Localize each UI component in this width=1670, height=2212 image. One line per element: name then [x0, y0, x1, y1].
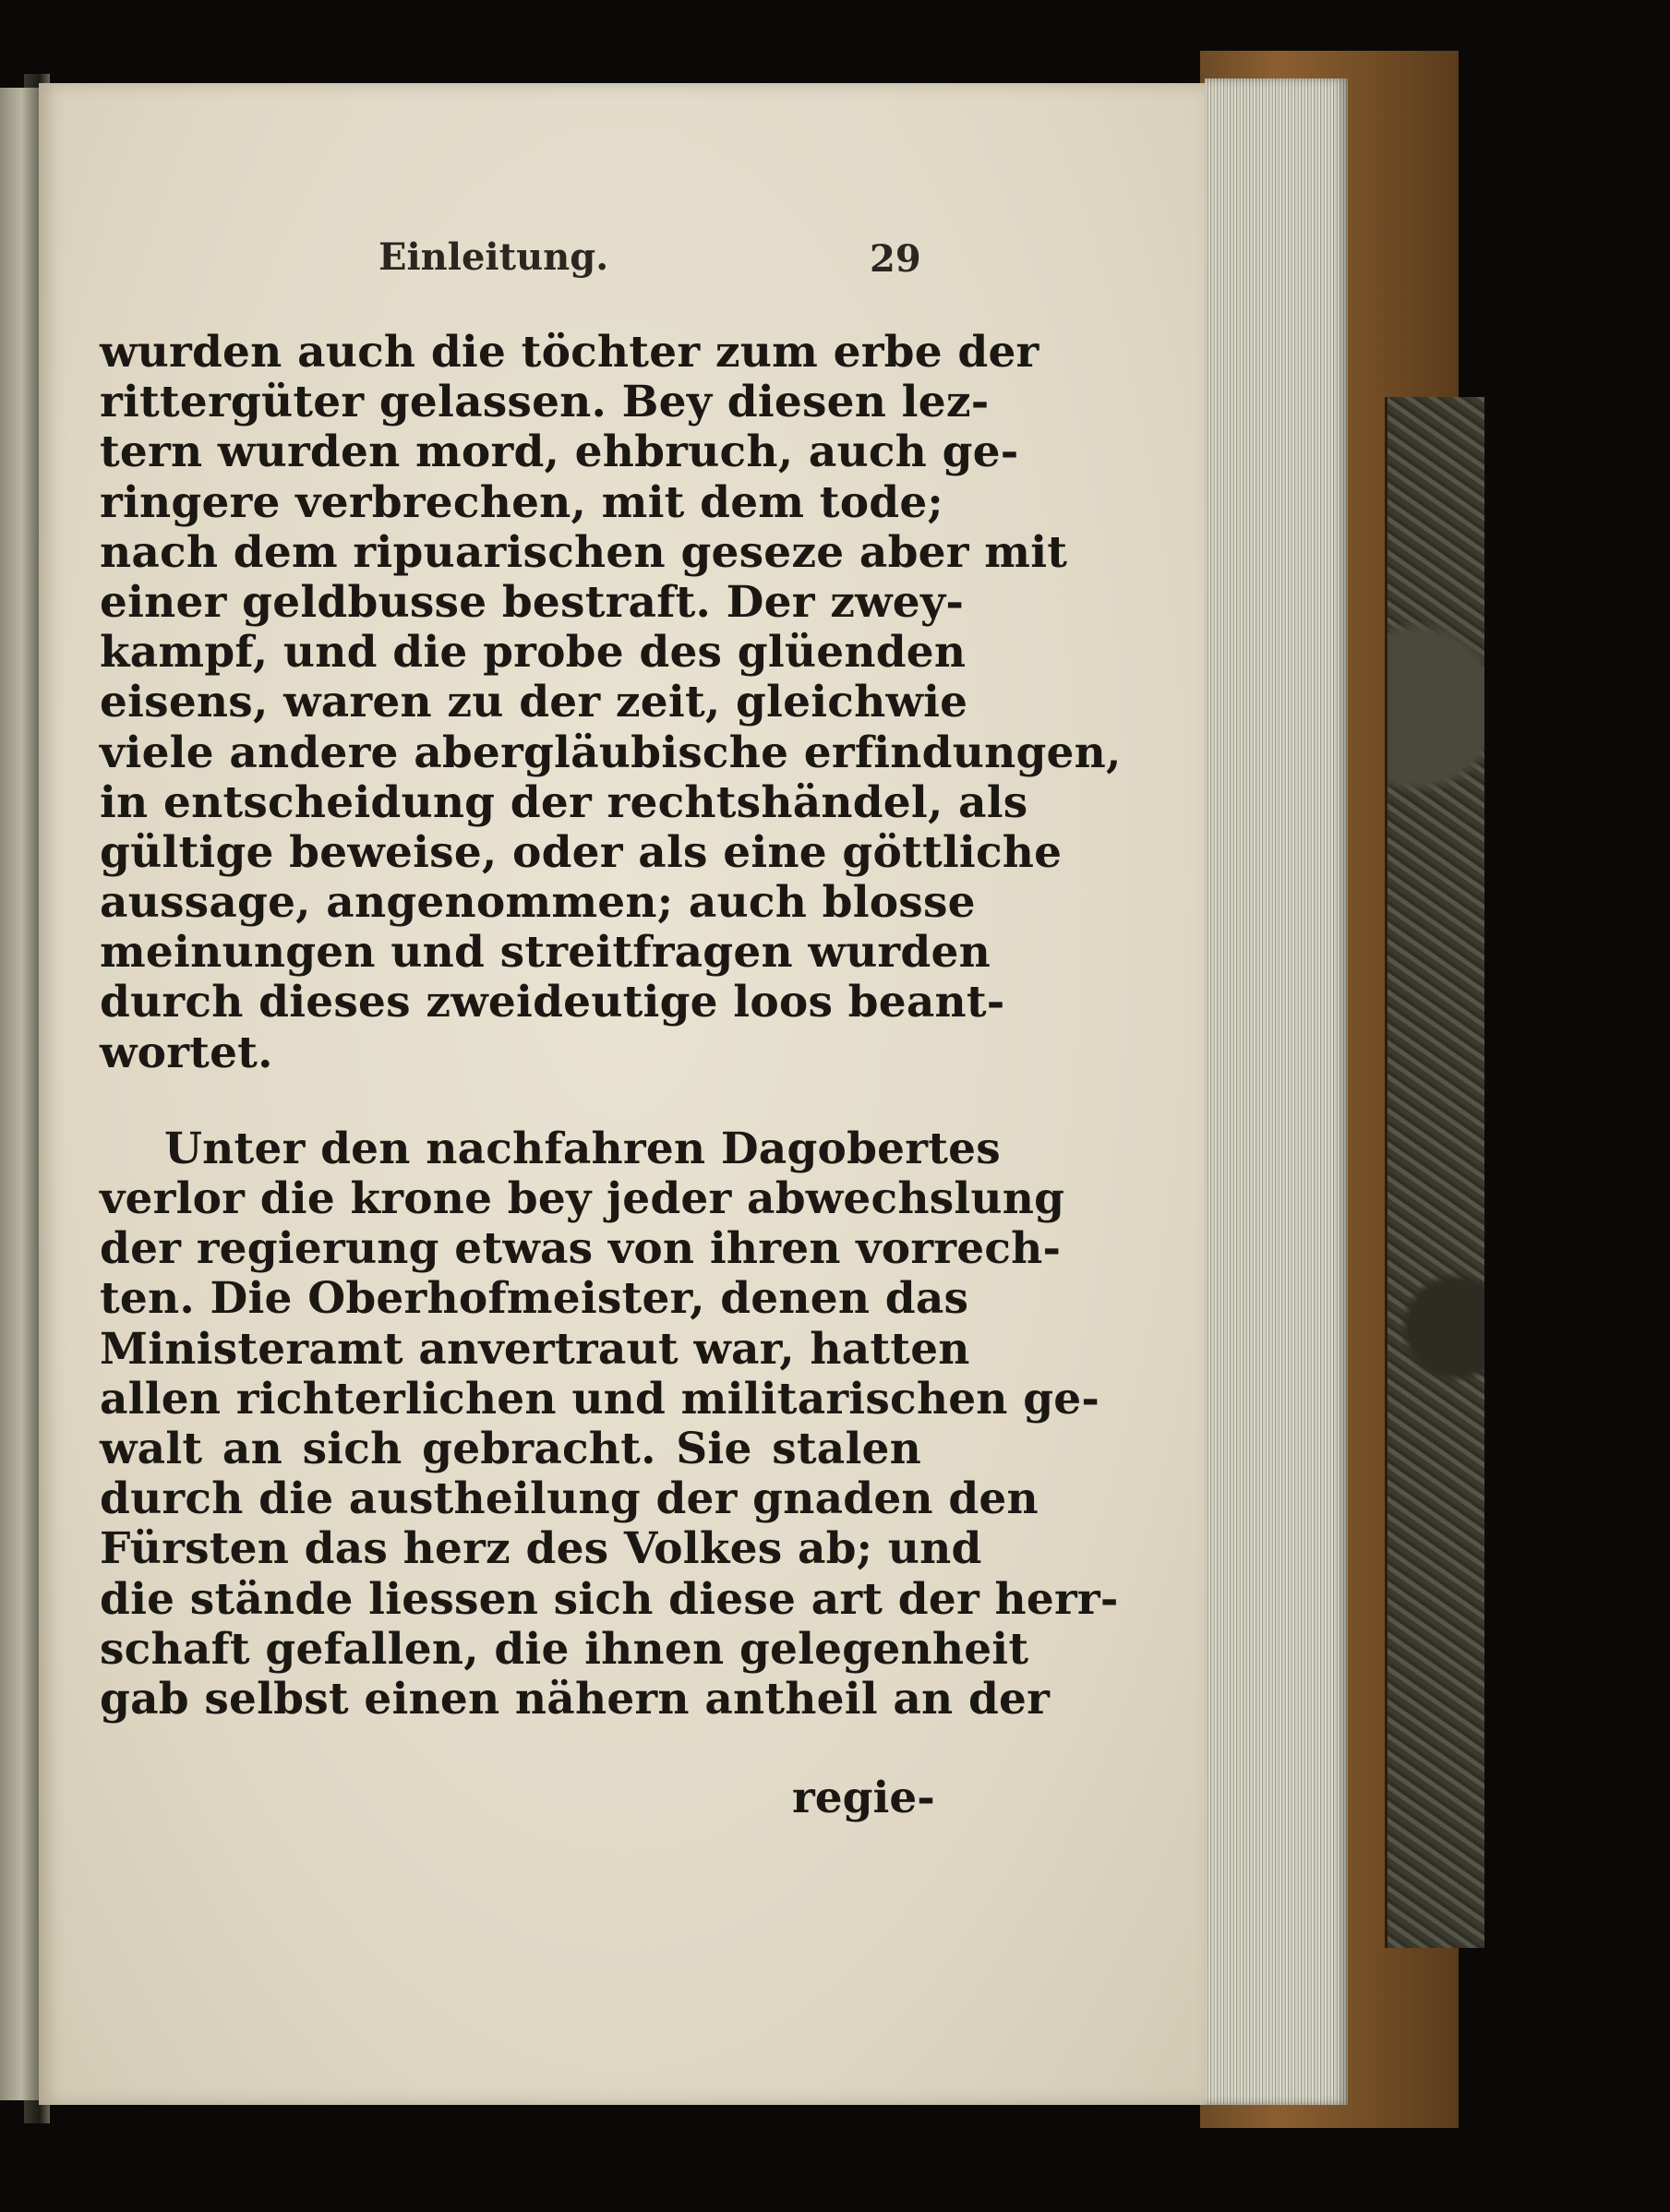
text-line: walt an sich gebracht. Sie stalen [100, 1423, 921, 1474]
text-line: eisens, waren zu der zeit, gleichwie [100, 677, 968, 728]
text-line: aussage, angenommen; auch blosse [100, 877, 976, 929]
text-line: viele andere abergläubische erfindungen, [100, 727, 1122, 778]
text-line: Fürsten das herz des Volkes ab; und [100, 1523, 982, 1575]
text-line: Unter den nachfahren Dagobertes [164, 1123, 1001, 1174]
text-line: Ministeramt anvertraut war, hatten [100, 1323, 970, 1375]
text-line: gab selbst einen nähern antheil an der [100, 1673, 1051, 1725]
text-line: tern wurden mord, ehbruch, auch ge- [100, 427, 1019, 478]
page-number: 29 [870, 237, 921, 281]
text-line: allen richterlichen und militarischen ge- [100, 1373, 1100, 1425]
running-title: Einleitung. [378, 235, 609, 279]
paragraph-2 [100, 1123, 1119, 1725]
text-line: einer geldbusse bestraft. Der zwey- [100, 576, 965, 628]
text-line: schaft gefallen, die ihnen gelegenheit [100, 1623, 1029, 1675]
text-line: durch dieses zweideutige loos beant- [100, 977, 1005, 1028]
text-line: die stände liessen sich diese art der herr- [100, 1573, 1119, 1625]
body-text [100, 327, 1122, 1725]
text-line: verlor die krone bey jeder abwechslung [100, 1173, 1065, 1224]
paragraph-gap [100, 1078, 921, 1124]
text-line: nach dem ripuarischen geseze aber mit [100, 526, 1068, 578]
previous-page-edge [0, 88, 39, 2100]
catchword: regie- [792, 1773, 935, 1823]
text-line: durch die austheilung der gnaden den [100, 1473, 1039, 1525]
text-line: wortet. [100, 1027, 273, 1078]
text-line: wurden auch die töchter zum erbe der [100, 327, 1039, 378]
page-block-edge [1205, 78, 1348, 2105]
marbled-cover-paper [1385, 397, 1484, 1948]
running-head [0, 235, 1670, 291]
text-line: meinungen und streitfragen wurden [100, 927, 991, 979]
text-line: ten. Die Oberhofmeister, denen das [100, 1273, 969, 1325]
text-line: ringere verbrechen, mit dem tode; [100, 476, 943, 528]
paragraph-1 [100, 327, 1122, 1078]
text-line: gültige beweise, oder als eine göttliche [100, 826, 1063, 878]
text-line: in entscheidung der rechtshändel, als [100, 776, 1028, 828]
text-line: kampf, und die probe des glüenden [100, 627, 967, 679]
text-line: der regierung etwas von ihren vorrech- [100, 1223, 1062, 1275]
text-line: rittergüter gelassen. Bey diesen lez- [100, 377, 990, 428]
